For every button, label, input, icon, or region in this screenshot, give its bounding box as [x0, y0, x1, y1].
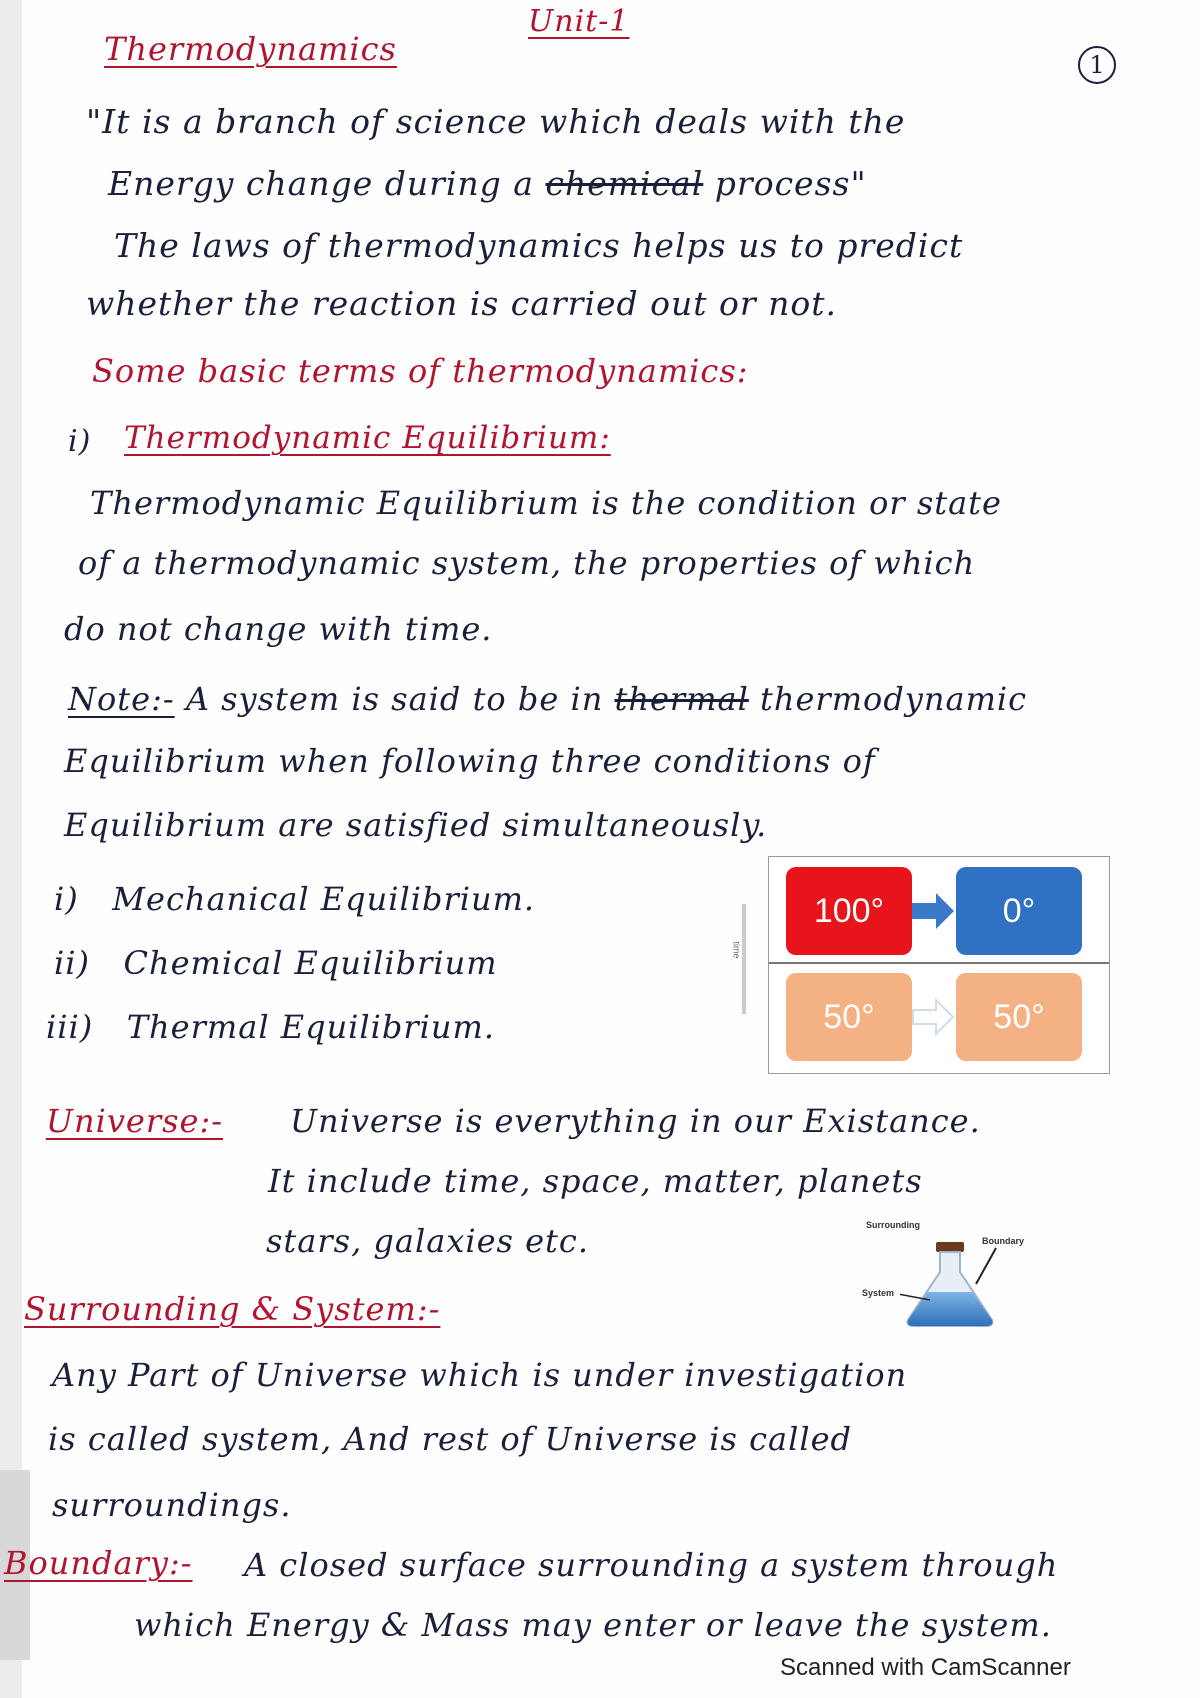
definition-line-3: do not change with time. [64, 610, 493, 648]
hot-box: 100° [786, 867, 912, 955]
thermal-equilibrium-diagram [768, 856, 1110, 1074]
universe-heading: Universe:- [46, 1102, 224, 1140]
universe-line-3: stars, galaxies etc. [266, 1222, 589, 1260]
unit-heading: Unit-1 [528, 4, 630, 39]
scan-edge-shadow [0, 0, 22, 1698]
equilibrium-arrow-icon [912, 997, 956, 1037]
system-line-3: surroundings. [52, 1486, 292, 1524]
condition-number: iii) [46, 1008, 94, 1046]
boundary-line-1: A closed surface surrounding a system through [244, 1546, 1059, 1584]
condition-1 [54, 880, 535, 918]
term-title: Thermodynamic Equilibrium: [124, 420, 611, 456]
condition-number: i) [54, 880, 79, 918]
equilibrium-box-right: 50° [956, 973, 1082, 1061]
time-axis-label: time [731, 941, 742, 959]
time-axis-bar [742, 904, 746, 1014]
definition-line-2: of a thermodynamic system, the properties of which [78, 544, 976, 582]
surrounding-system-heading: Surrounding & System:- [24, 1290, 441, 1328]
condition-text: Mechanical Equilibrium. [112, 880, 536, 918]
flask-label-surrounding: Surrounding [866, 1220, 920, 1230]
scanner-watermark: Scanned with CamScanner [780, 1654, 1071, 1681]
struck-word-chemical: chemical [545, 164, 704, 203]
universe-line-2: It include time, space, matter, planets [268, 1162, 923, 1200]
diagram-divider [769, 962, 1109, 964]
boundary-heading: Boundary:- [4, 1544, 193, 1582]
condition-2 [54, 944, 498, 982]
condition-3 [46, 1008, 495, 1046]
note-label: Note:- [68, 680, 175, 718]
cold-box: 0° [956, 867, 1082, 955]
definition-line-1: Thermodynamic Equilibrium is the condition or state [90, 484, 1002, 522]
intro-line-3: The laws of thermodynamics helps us to predict [114, 226, 964, 265]
condition-text: Chemical Equilibrium [123, 944, 498, 982]
system-line-1: Any Part of Universe which is under investigation [52, 1356, 908, 1394]
heat-flow-arrow-icon [912, 891, 956, 931]
boundary-line-2: which Energy & Mass may enter or leave the system. [134, 1606, 1052, 1644]
universe-line-1: Universe is everything in our Existance. [290, 1102, 981, 1140]
term-number: i) [68, 424, 92, 459]
note-line-3: Equilibrium are satisfied simultaneously. [64, 806, 768, 844]
flask-label-boundary: Boundary [982, 1236, 1025, 1246]
equilibrium-box-left: 50° [786, 973, 912, 1061]
condition-number: ii) [54, 944, 90, 982]
flask-label-system: System [862, 1288, 895, 1298]
intro-line-1: "It is a branch of science which deals with the [86, 102, 906, 141]
condition-text: Thermal Equilibrium. [126, 1008, 496, 1046]
page-number: 1 [1078, 46, 1116, 84]
intro-line-2b: process" [714, 164, 867, 203]
note-line-1 [68, 680, 1027, 718]
page-title: Thermodynamics [104, 30, 397, 68]
intro-line-4: whether the reaction is carried out or not. [86, 284, 838, 323]
basic-terms-heading: Some basic terms of thermodynamics: [92, 352, 749, 390]
note-line-2: Equilibrium when following three conditions of [64, 742, 876, 780]
system-line-2: is called system, And rest of Universe is called [48, 1420, 853, 1458]
struck-word-thermal: thermal [614, 680, 749, 718]
intro-line-2 [108, 164, 867, 203]
note-line-1a: A system is said to be in [185, 680, 604, 718]
note-line-1b: thermodynamic [760, 680, 1028, 718]
intro-line-2a: Energy change during a [108, 164, 534, 203]
flask-icon [900, 1236, 1000, 1328]
